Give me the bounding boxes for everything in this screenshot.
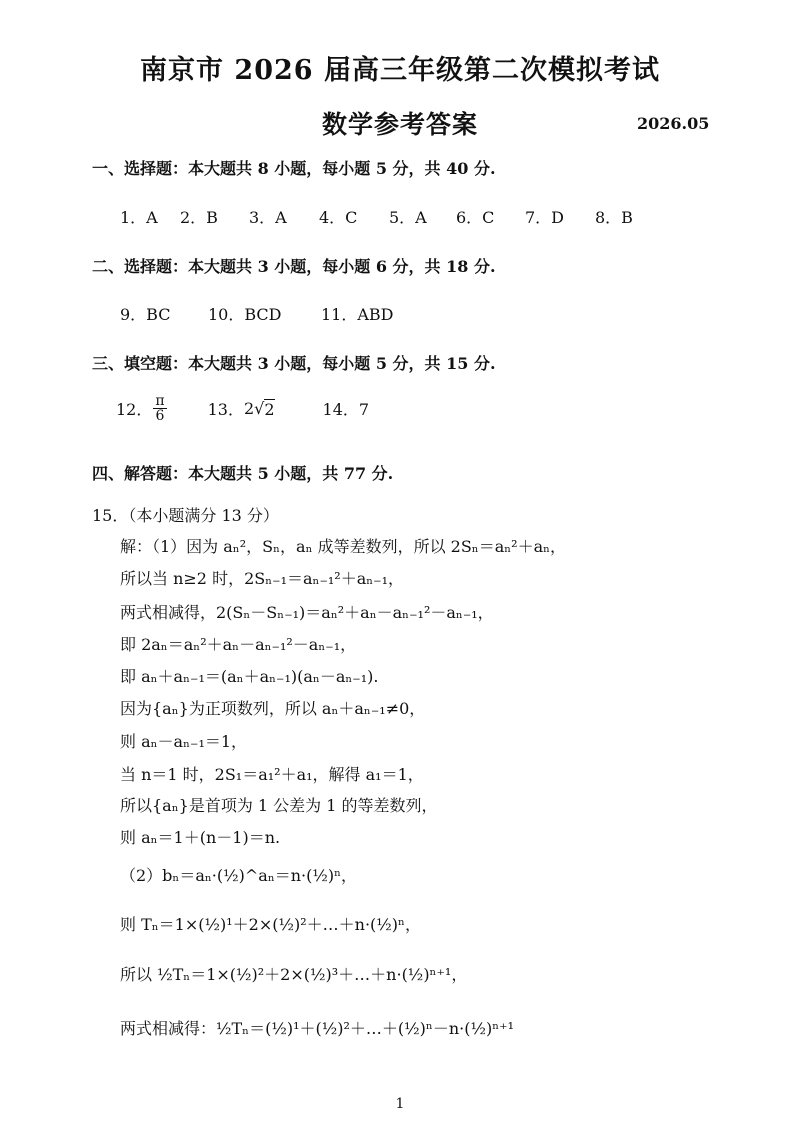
answer-item: 1．A — [120, 208, 158, 227]
page-title: 南京市 2026 届高三年级第二次模拟考试 — [140, 55, 660, 86]
solution-line: 所以当 n≥2 时，2Sₙ₋₁＝aₙ₋₁²＋aₙ₋₁， — [120, 569, 405, 588]
solution-line: 当 n＝1 时，2S₁＝a₁²＋a₁，解得 a₁＝1， — [120, 765, 424, 784]
section-heading-4: 四、解答题：本大题共 5 小题，共 77 分. — [92, 464, 394, 483]
answer-item: 2．B — [180, 208, 218, 227]
section-heading-3: 三、填空题：本大题共 3 小题，每小题 5 分，共 15 分. — [92, 354, 496, 373]
exam-date: 2026.05 — [637, 114, 710, 133]
question-15-header: 15．（本小题满分 13 分） — [92, 506, 279, 525]
answer-13-coef: 2 — [243, 399, 255, 418]
answer-item: 8．B — [595, 208, 633, 227]
multi-answer-row — [120, 302, 394, 325]
answer-item: 11．ABD — [321, 305, 394, 324]
sqrt-icon: √ — [254, 399, 265, 418]
fill-answer-row — [116, 394, 369, 423]
solution-line: 所以 ½Tₙ＝1×(½)²＋2×(½)³＋…＋n·(½)ⁿ⁺¹， — [120, 965, 468, 984]
answer-label-12: 12． — [116, 400, 153, 419]
solution-line: 所以{aₙ}是首项为 1 公差为 1 的等差数列， — [120, 796, 438, 815]
solution-line: 即 aₙ＋aₙ₋₁＝(aₙ＋aₙ₋₁)(aₙ－aₙ₋₁). — [120, 667, 379, 686]
answer-item: 3．A — [249, 208, 287, 227]
solution-line: 解：（1）因为 aₙ²，Sₙ，aₙ 成等差数列，所以 2Sₙ＝aₙ²＋aₙ， — [120, 537, 567, 556]
answer-item: 4．C — [319, 208, 358, 227]
answer-14: 14．7 — [322, 400, 370, 419]
mc-answer-row — [120, 205, 633, 228]
solution-line: 两式相减得：½Tₙ＝(½)¹＋(½)²＋…＋(½)ⁿ－n·(½)ⁿ⁺¹ — [120, 1019, 514, 1038]
answer-item: 6．C — [456, 208, 495, 227]
section-heading-1: 一、选择题：本大题共 8 小题，每小题 5 分，共 40 分. — [92, 159, 496, 178]
section-heading-2: 二、选择题：本大题共 3 小题，每小题 6 分，共 18 分. — [92, 257, 496, 276]
answer-13-radicand: 2 — [264, 399, 275, 419]
answer-item: 5．A — [389, 208, 427, 227]
answer-item: 9．BC — [120, 305, 171, 324]
page-number: 1 — [395, 1096, 405, 1112]
solution-line: （2）bₙ＝aₙ·(½)^aₙ＝n·(½)ⁿ， — [120, 866, 358, 885]
page-subtitle: 数学参考答案 — [321, 110, 478, 139]
answer-item: 7．D — [525, 208, 565, 227]
solution-line: 即 2aₙ＝aₙ²＋aₙ－aₙ₋₁²－aₙ₋₁， — [120, 635, 357, 654]
answer-item: 10．BCD — [208, 305, 282, 324]
solution-line: 则 Tₙ＝1×(½)¹＋2×(½)²＋…＋n·(½)ⁿ， — [120, 915, 421, 934]
solution-line: 则 aₙ－aₙ₋₁＝1， — [120, 732, 248, 751]
solution-line: 两式相减得，2(Sₙ－Sₙ₋₁)＝aₙ²＋aₙ－aₙ₋₁²－aₙ₋₁， — [120, 603, 494, 622]
answer-label-13: 13． — [207, 400, 244, 419]
solution-line: 因为{aₙ}为正项数列，所以 aₙ＋aₙ₋₁≠0， — [120, 699, 426, 718]
fraction-pi-over-6: $\frac{\pi}{6}$ — [155, 393, 165, 424]
solution-line: 则 aₙ＝1＋(n－1)＝n. — [120, 828, 281, 847]
